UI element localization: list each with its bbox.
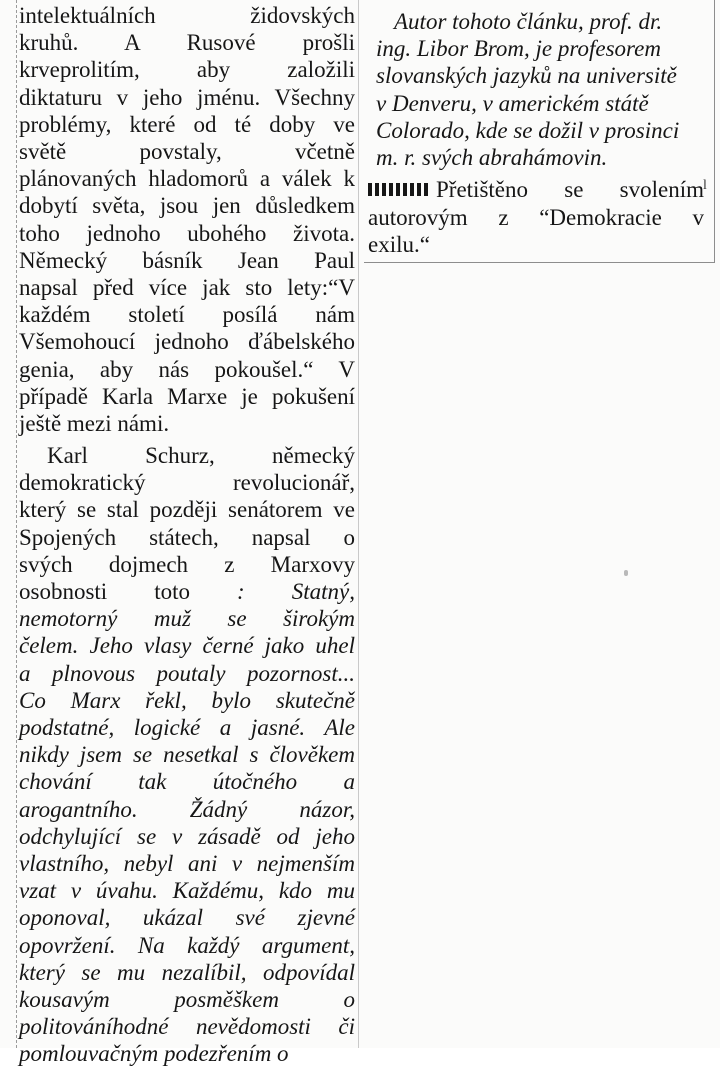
text-line bbox=[19, 768, 355, 795]
text-italic: který se mu nezalíbil, odpovídal bbox=[19, 959, 355, 985]
text-line bbox=[19, 551, 355, 578]
text-italic: opovržení. Na každý argument, bbox=[19, 932, 355, 958]
text-line: slovanských jazyků na universitě bbox=[376, 63, 677, 89]
text-line bbox=[19, 904, 355, 931]
text-line bbox=[19, 442, 355, 469]
text-line bbox=[19, 578, 355, 605]
text-line: napsal před více jak sto lety:“V bbox=[19, 275, 355, 301]
text-line: případě Karla Marxe je pokušení bbox=[19, 383, 355, 409]
text-italic: Co Marx řekl, bylo skutečně bbox=[19, 687, 355, 713]
text-line: autorovým z “Demokracie v bbox=[368, 204, 704, 230]
text-roman: demokratický revolucionář, bbox=[19, 470, 355, 496]
article-paragraph-2 bbox=[19, 442, 355, 1068]
text-line bbox=[19, 850, 355, 877]
text-italic: : Statný, bbox=[237, 579, 355, 605]
reprint-text: Přetištěno se svolením bbox=[436, 177, 704, 202]
text-italic: vlastního, nebyl ani v nejmenším bbox=[19, 851, 355, 877]
text-line bbox=[19, 741, 355, 768]
text-line bbox=[19, 1040, 355, 1067]
margin-mark: l bbox=[703, 178, 707, 193]
column-divider bbox=[358, 0, 359, 1048]
text-line bbox=[19, 932, 355, 959]
text-line: problémy, které od té doby ve bbox=[19, 111, 355, 137]
text-line: plánovaných hladomorů a válek k bbox=[19, 166, 355, 192]
text-line: ještě mezi námi. bbox=[19, 411, 170, 437]
text-line: Autor tohoto článku, prof. dr. bbox=[394, 9, 663, 34]
text-italic: arogantního. Žádný názor, bbox=[19, 796, 355, 822]
text-italic: chování tak útočného a bbox=[19, 769, 355, 795]
text-line: v Denveru, v americkém státě bbox=[376, 90, 649, 116]
text-italic: politováníhodné nevědomosti či bbox=[19, 1014, 355, 1040]
text-italic: vzat v úvahu. Každému, kdo mu bbox=[19, 878, 355, 904]
text-line bbox=[19, 823, 355, 850]
text-line bbox=[19, 959, 355, 986]
text-roman: Karl Schurz, německý bbox=[47, 443, 355, 468]
text-line bbox=[19, 1013, 355, 1040]
text-line: ing. Libor Brom, je profesorem bbox=[376, 36, 661, 62]
text-italic: čelem. Jeho vlasy černé jako uhel bbox=[19, 633, 355, 659]
text-line: světě povstaly, včetně bbox=[19, 139, 355, 165]
text-line: kruhů. A Rusové prošli bbox=[19, 30, 355, 56]
text-line: krveprolitím, aby založili bbox=[19, 57, 355, 83]
text-line bbox=[19, 687, 355, 714]
bullet-marker-icon bbox=[368, 183, 428, 196]
text-line bbox=[19, 796, 355, 823]
article-column bbox=[16, 0, 356, 1067]
text-line: m. r. svých abrahámovin. bbox=[376, 145, 608, 171]
text-roman: osobnosti toto bbox=[19, 579, 238, 605]
text-italic: oponoval, ukázal své zjevné bbox=[19, 905, 355, 931]
text-line: dobytí světa, jsou jen důsledkem bbox=[19, 193, 355, 219]
text-roman: svých dojmech z Marxovy bbox=[19, 551, 355, 577]
text-line: každém století posílá nám bbox=[19, 302, 355, 328]
reprint-notice bbox=[368, 176, 704, 259]
text-italic: a plnovous poutaly pozornost... bbox=[19, 660, 355, 686]
text-line: toho jednoho ubohého života. bbox=[19, 220, 355, 246]
text-roman: který se stal později senátorem ve bbox=[19, 497, 355, 523]
text-line bbox=[368, 176, 704, 204]
text-line bbox=[19, 524, 355, 551]
text-line: Colorado, kde se dožil v prosinci bbox=[376, 117, 680, 143]
text-line bbox=[19, 660, 355, 687]
article-paragraph-1 bbox=[19, 2, 355, 437]
paper-speck bbox=[624, 570, 628, 576]
text-italic: podstatné, logické a jasné. Ale bbox=[19, 715, 355, 741]
text-line bbox=[19, 632, 355, 659]
text-line bbox=[19, 877, 355, 904]
text-italic: nemotorný muž se širokým bbox=[19, 606, 355, 632]
text-italic: odchylující se v zásadě od jeho bbox=[19, 823, 355, 849]
text-line: Německý básník Jean Paul bbox=[19, 247, 355, 273]
text-line: diktaturu v jeho jménu. Všechny bbox=[19, 84, 355, 110]
text-line bbox=[19, 714, 355, 741]
text-line: intelektuálních židovských bbox=[19, 3, 355, 28]
text-roman: Spojených státech, napsal o bbox=[19, 524, 355, 550]
text-italic: nikdy jsem se nesetkal s člověkem bbox=[19, 742, 355, 768]
text-line bbox=[19, 605, 355, 632]
text-italic: kousavým posměškem o bbox=[19, 987, 355, 1013]
text-line: exilu.“ bbox=[368, 232, 430, 257]
text-line bbox=[19, 469, 355, 496]
text-line: Všemohoucí jednoho ďábelského bbox=[19, 329, 355, 355]
author-note-box bbox=[364, 0, 715, 263]
author-note bbox=[376, 8, 706, 171]
text-line bbox=[19, 986, 355, 1013]
text-line: genia, aby nás pokoušel.“ V bbox=[19, 356, 355, 382]
text-italic: pomlouvačným podezřením o bbox=[19, 1041, 289, 1067]
text-line bbox=[19, 496, 355, 523]
